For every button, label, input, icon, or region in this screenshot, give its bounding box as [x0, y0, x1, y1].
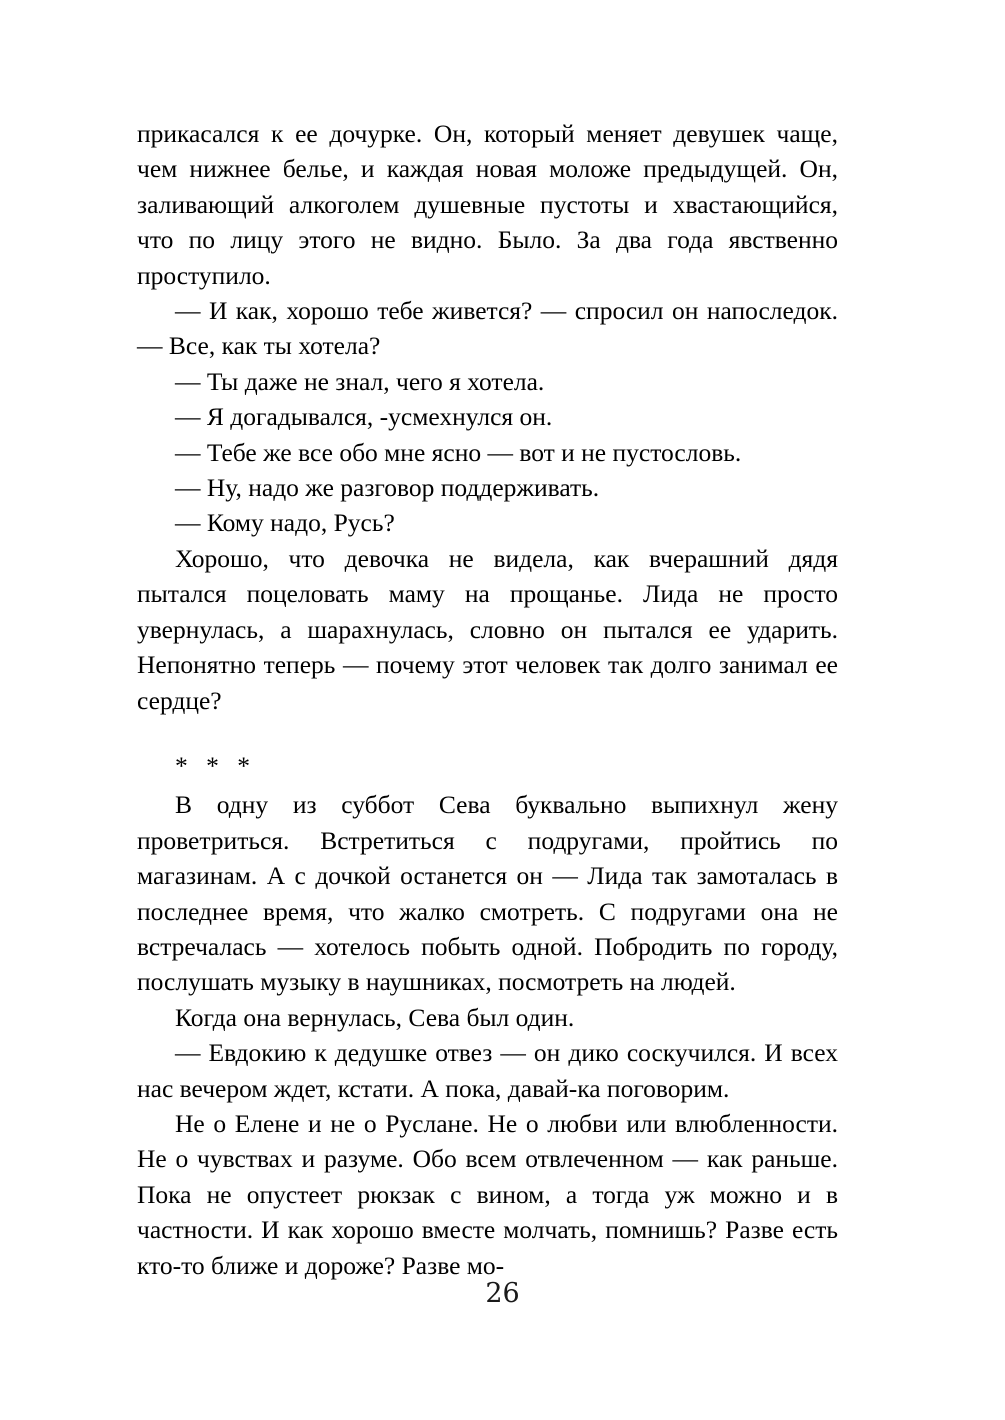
paragraph: Не о Елене и не о Руслане. Не о любви или влюбленности. Не о чувствах и разуме. Обо всем отвлеченном — как раньше. Пока не опустеет рюкзак с вином, а тогда уж можно и в частности. И как хорошо вместе молчать, помнишь? Разве есть кто-то ближе и дороже? Разве мо- — [137, 1108, 838, 1280]
page-number: 26 — [485, 1278, 520, 1309]
paragraph: прикасался к ее дочурке. Он, который меняет девушек чаще, чем нижнее белье, и каждая новая моложе предыдущей. Он, заливающий алкоголем душевные пустоты и хвастающийся, что по лицу этого не видно. Было. За два года явственно проступило. — [137, 119, 838, 290]
paragraph: В одну из суббот Сева буквально выпихнул жену проветриться. Встретиться с подругами, пройтись по магазинам. А с дочкой останется он — Лида так замоталась в последнее время, что жалко смотреть. С подругами она не встречалась — хотелось побыть одной. Побродить по городу, послушать музыку в наушниках, посмотреть на людей. — [137, 790, 838, 997]
paragraph: — Евдокию к дедушке отвез — он дико соскучился. И всех нас вечером ждет, кстати. А пока, давай-ка поговорим. — [137, 1038, 838, 1103]
paragraph: Когда она вернулась, Сева был один. — [175, 1002, 575, 1032]
dialogue-line: — Я догадывался, -усмехнулся он. — [175, 402, 553, 432]
text-column — [137, 116, 838, 1283]
scene-break-separator: * * * — [175, 750, 256, 780]
dialogue-line: — Тебе же все обо мне ясно — вот и не пустословь. — [175, 437, 742, 467]
paragraph: Хорошо, что девочка не видела, как вчерашний дядя пытался поцеловать маму на прощанье. Лида не просто увернулась, а шарахнулась, словно он пытался ее ударить. Непонятно теперь — почему этот человек так долго занимал ее сердце? — [137, 543, 838, 715]
paragraph: — И как, хорошо тебе живется? — спросил он напоследок. — Все, как ты хотела? — [137, 296, 838, 361]
dialogue-line: — Кому надо, Русь? — [175, 508, 395, 538]
dialogue-line: — Ну, надо же разговор поддерживать. — [175, 473, 600, 503]
dialogue-line: — Ты даже не знал, чего я хотела. — [175, 366, 545, 396]
